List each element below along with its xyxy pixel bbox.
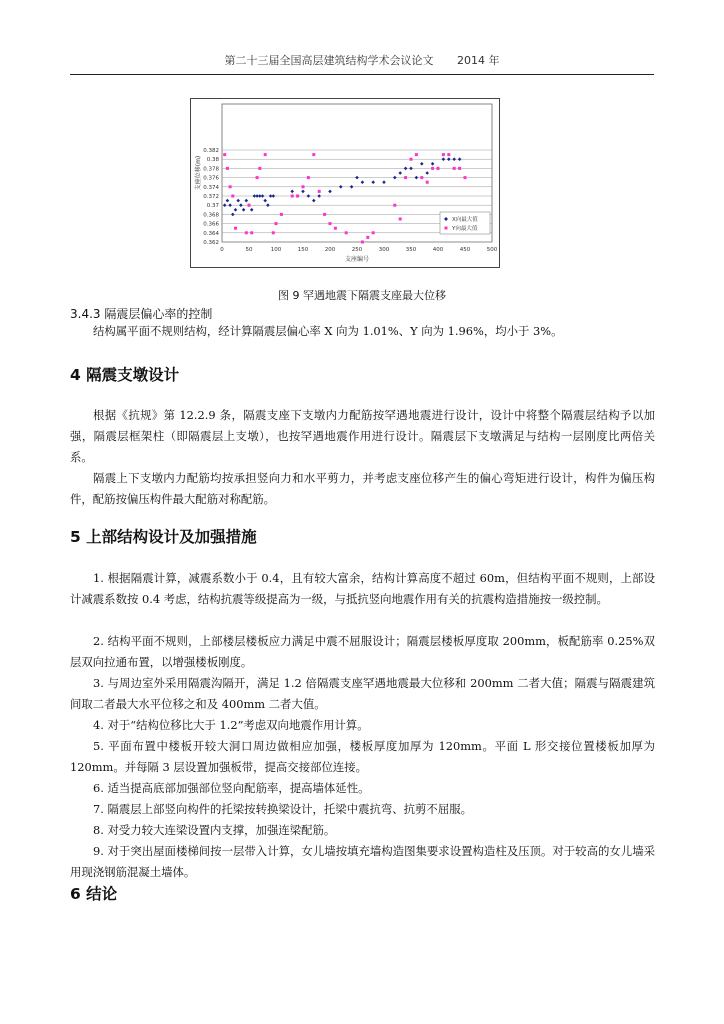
y-tick-label: 0.382 — [203, 148, 219, 154]
data-point-y — [464, 176, 467, 179]
list-item-1: 1. 根据隔震计算，减震系数小于 0.4，且有较大富余，结构计算高度不超过 60m，但结构平面不规则，上部设计减震系数按 0.4 考虑，结构抗震等级提高为一级，与抵抗竖向地震作用有关的抗震构造措施按一级控制。 — [70, 571, 655, 606]
x-tick-label: 450 — [459, 247, 471, 253]
y-tick-label: 0.372 — [203, 194, 219, 200]
data-point-y — [291, 195, 294, 198]
data-point-y — [264, 153, 267, 156]
data-point-y — [334, 227, 337, 230]
data-point-y — [345, 231, 348, 234]
data-point-y — [245, 231, 248, 234]
x-tick-label: 150 — [297, 247, 309, 253]
y-axis-label: 支座位移(m) — [195, 155, 202, 191]
data-point-y — [226, 167, 229, 170]
data-point-y — [231, 195, 234, 198]
y-tick-label: 0.374 — [203, 184, 219, 191]
data-point-y — [399, 218, 402, 221]
data-point-y — [280, 213, 283, 216]
data-point-y — [437, 167, 440, 170]
y-tick-label: 0.38 — [206, 157, 219, 164]
paragraph-eccentricity: 结构属平面不规则结构，经计算隔震层偏心率 X 向为 1.01%、Y 向为 1.96%，均小于 3%。 — [93, 324, 563, 338]
list-item-3: 3. 与周边室外采用隔震沟隔开，满足 1.2 倍隔震支座罕遇地震最大位移和 200mm 二者大值；隔震与隔震建筑间取二者最大水平位移之和及 400mm 二者大值。 — [70, 676, 655, 711]
data-point-y — [431, 167, 434, 170]
legend-marker — [445, 227, 448, 230]
list-item-9: 9. 对于突出屋面楼梯间按一层带入计算，女儿墙按填充墙构造图集要求设置构造柱及压顶。对于较高的女儿墙采用现浇钢筋混凝土墙体。 — [70, 844, 655, 879]
data-point-y — [275, 222, 278, 225]
data-point-y — [410, 158, 413, 161]
legend-label: Y向最大值 — [452, 226, 478, 232]
list-item-6: 6. 适当提高底部加强部位竖向配筋率，提高墙体延性。 — [93, 781, 370, 795]
x-tick-label: 250 — [351, 247, 363, 253]
y-tick-label: 0.366 — [203, 221, 219, 228]
data-point-y — [250, 231, 253, 234]
data-point-y — [312, 153, 315, 156]
displacement-chart — [190, 98, 500, 268]
y-tick-label: 0.368 — [203, 212, 219, 219]
data-point-y — [372, 231, 375, 234]
data-point-y — [420, 176, 423, 179]
header-title: 第二十三届全国高层建筑结构学术会议论文 — [224, 54, 434, 67]
data-point-y — [229, 185, 232, 188]
x-tick-label: 400 — [432, 247, 444, 253]
y-tick-label: 0.376 — [203, 175, 219, 182]
data-point-y — [318, 190, 321, 193]
data-point-y — [393, 204, 396, 207]
data-point-y — [302, 185, 305, 188]
list-item-2: 2. 结构平面不规则，上部楼层楼板应力满足中震不屈服设计；隔震层楼板厚度取 200mm，板配筋率 0.25%双层双向拉通布置，以增强楼板刚度。 — [70, 634, 655, 669]
subsection-3-4-3-title: 3.4.3 隔震层偏心率的控制 — [70, 307, 213, 321]
data-point-y — [329, 222, 332, 225]
y-tick-label: 0.378 — [203, 166, 219, 173]
section-4-title: 4 隔震支墩设计 — [70, 366, 180, 384]
data-point-y — [415, 153, 418, 156]
list-item-7: 7. 隔震层上部竖向构件的托梁按转换梁设计，托梁中震抗弯、抗剪不屈服。 — [93, 802, 472, 816]
header-year: 2014 年 — [457, 54, 500, 67]
running-header — [70, 52, 654, 75]
legend-label: X向最大值 — [452, 217, 478, 223]
data-point-y — [234, 227, 237, 230]
x-tick-label: 350 — [405, 247, 417, 253]
data-point-y — [366, 236, 369, 239]
y-tick-label: 0.364 — [203, 230, 219, 237]
list-item-5: 5. 平面布置中楼板开较大洞口周边做相应加强，楼板厚度加厚为 120mm。平面 L 形交接位置楼板加厚为 120mm。并每隔 3 层设置加强板带，提高交接部位连接。 — [70, 739, 655, 774]
x-axis-label: 支座编号 — [344, 256, 370, 263]
x-tick-label: 100 — [270, 247, 282, 253]
data-point-y — [248, 204, 251, 207]
data-point-y — [223, 153, 226, 156]
list-item-4: 4. 对于“结构位移比大于 1.2”考虑双向地震作用计算。 — [93, 718, 369, 732]
data-point-y — [307, 176, 310, 179]
figure-caption: 图 9 罕遇地震下隔震支座最大位移 — [278, 289, 446, 302]
data-point-y — [458, 167, 461, 170]
x-tick-label: 200 — [324, 247, 336, 253]
section-6-title: 6 结论 — [70, 885, 118, 903]
paragraph-pier-1: 根据《抗规》第 12.2.9 条，隔震支座下支墩内力配筋按罕遇地震进行设计，设计中将整个隔震层结构予以加强，隔震层框架柱（即隔震层上支墩），也按罕遇地震作用进行设计。隔震层下支墩满足与结构一层刚度比两倍关系。 — [70, 408, 655, 464]
data-point-y — [447, 153, 450, 156]
data-point-y — [256, 176, 259, 179]
x-tick-label: 50 — [245, 247, 253, 253]
y-tick-label: 0.37 — [206, 203, 219, 210]
data-point-y — [296, 195, 299, 198]
data-point-y — [442, 153, 445, 156]
data-point-y — [361, 241, 364, 244]
chart-svg — [190, 98, 500, 268]
x-tick-label: 300 — [378, 247, 390, 253]
data-point-y — [404, 176, 407, 179]
paragraph-pier-2: 隔震上下支墩内力配筋均按承担竖向力和水平剪力，并考虑支座位移产生的偏心弯矩进行设计，构件为偏压构件，配筋按偏压构件最大配筋对称配筋。 — [70, 471, 655, 506]
list-item-8: 8. 对受力较大连梁设置内支撑，加强连梁配筋。 — [93, 823, 336, 837]
data-point-y — [426, 181, 429, 184]
y-tick-label: 0.362 — [203, 240, 219, 246]
data-point-y — [258, 167, 261, 170]
x-tick-label: 500 — [486, 247, 498, 253]
data-point-y — [272, 231, 275, 234]
data-point-y — [323, 213, 326, 216]
data-point-y — [453, 167, 456, 170]
x-tick-label: 0 — [220, 247, 224, 253]
section-5-title: 5 上部结构设计及加强措施 — [70, 528, 257, 546]
